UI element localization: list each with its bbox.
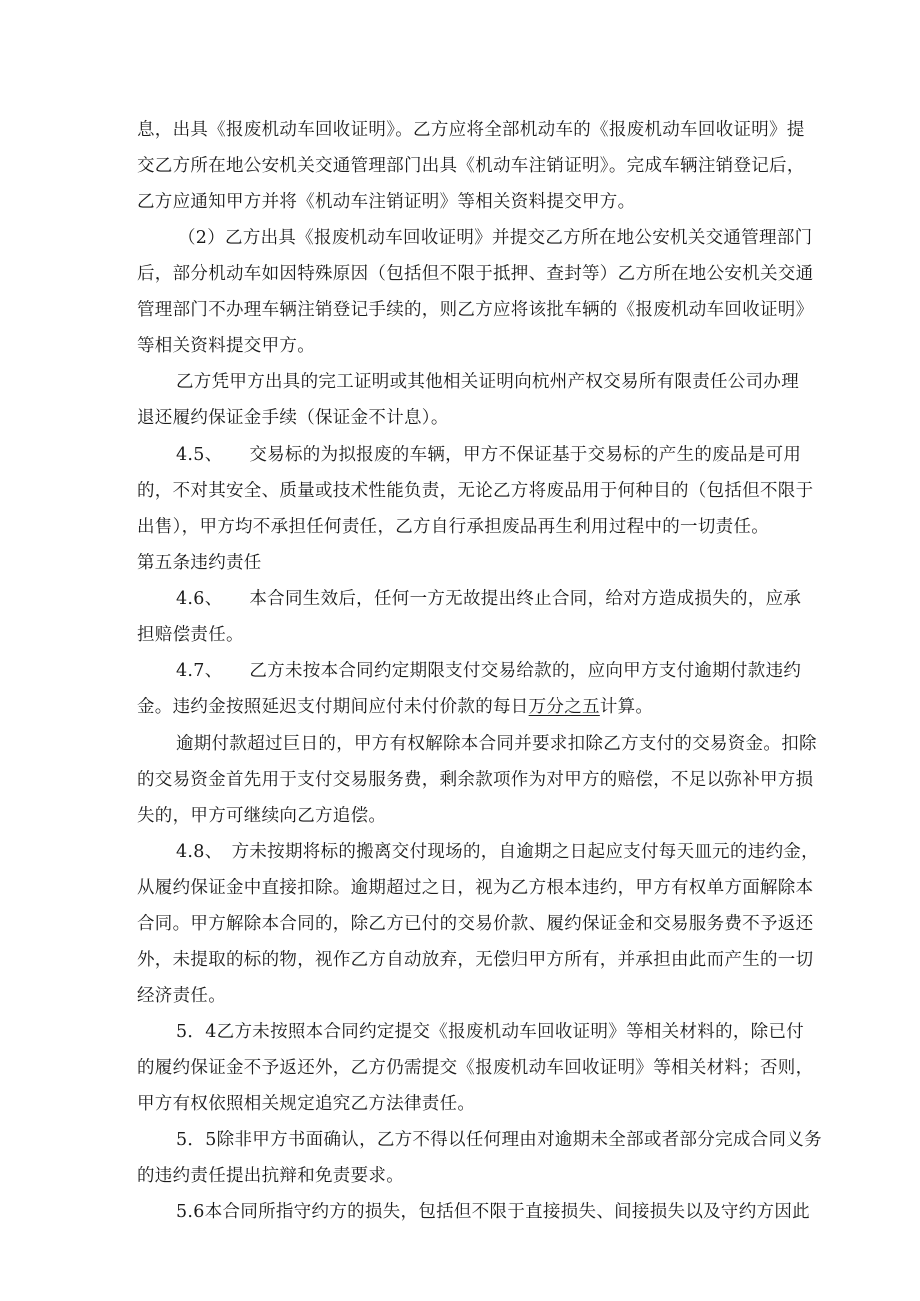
paragraph-line-7: 等相关资料提交甲方。	[137, 336, 315, 356]
paragraph-line-4: （2）乙方出具《报废机动车回收证明》并提交乙方所在地公安机关交通管理部门	[178, 228, 813, 248]
paragraph-line-31: 5.6本合同所指守约方的损失，包括但不限于直接损失、间接损失以及守约方因此	[176, 1202, 810, 1222]
paragraph-line-20: 失的，甲方可继续向乙方追偿。	[137, 806, 387, 826]
paragraph-line-28: 甲方有权依照相关规定追究乙方法律责任。	[137, 1094, 476, 1114]
paragraph-line-21: 4.8、 方未按期将标的搬离交付现场的，自逾期之日起应支付每天皿元的违约金，	[176, 842, 819, 862]
section-heading: 第五条违约责任	[137, 553, 262, 573]
paragraph-line-14: 4.6、 本合同生效后，任何一方无故提出终止合同，给对方造成损失的，应承	[176, 589, 802, 609]
paragraph-line-5: 后，部分机动车如因特殊原因（包括但不限于抵押、查封等）乙方所在地公安机关交通	[137, 264, 814, 284]
paragraph-line-16: 4.7、 乙方未按本合同约定期限支付交易给款的，应向甲方支付逾期付款违约	[176, 661, 802, 681]
paragraph-line-1: 息，出具《报废机动车回收证明》。乙方应将全部机动车的《报废机动车回收证明》提	[137, 120, 805, 140]
paragraph-line-12: 出售），甲方均不承担任何责任，乙方自行承担废品再生利用过程中的一切责任。	[137, 517, 770, 537]
paragraph-line-6: 管理部门不办理车辆注销登记手续的，则乙方应将该批车辆的《报废机动车回收证明》	[137, 300, 814, 320]
paragraph-line-9: 退还履约保证金手续（保证金不计息）。	[137, 408, 449, 428]
paragraph-line-19: 的交易资金首先用于支付交易服务费，剩余款项作为对甲方的赔偿，不足以弥补甲方损	[137, 770, 814, 790]
paragraph-line-17	[137, 696, 653, 718]
paragraph-line-27: 的履约保证金不予返还外，乙方仍需提交《报废机动车回收证明》等相关材料；否则，	[137, 1058, 814, 1078]
paragraph-line-29: 5．5除非甲方书面确认，乙方不得以任何理由对逾期未全部或者部分完成合同义务	[176, 1130, 822, 1150]
paragraph-line-23: 合同。甲方解除本合同的，除乙方已付的交易价款、履约保证金和交易服务费不予返还	[137, 914, 814, 934]
paragraph-line-2: 交乙方所在地公安机关交通管理部门出具《机动车注销证明》。完成车辆注销登记后，	[137, 156, 805, 176]
paragraph-line-18: 逾期付款超过巨日的，甲方有权解除本合同并要求扣除乙方支付的交易资金。扣除	[176, 734, 817, 754]
penalty-text-end: 计算。	[599, 697, 654, 717]
paragraph-line-15: 担赔偿责任。	[137, 625, 244, 645]
penalty-rate: 万分之五	[528, 697, 600, 717]
paragraph-line-22: 从履约保证金中直接扣除。逾期超过之日，视为乙方根本违约，甲方有权单方面解除本	[137, 878, 814, 898]
paragraph-line-11: 的，不对其安全、质量或技术性能负责，无论乙方将废品用于何种目的（包括但不限于	[137, 481, 814, 501]
paragraph-line-10: 4.5、 交易标的为拟报废的车辆，甲方不保证基于交易标的产生的废品是可用	[176, 445, 802, 465]
paragraph-line-25: 经济责任。	[137, 986, 226, 1006]
paragraph-line-26: 5．4乙方未按照本合同约定提交《报废机动车回收证明》等相关材料的，除已付	[176, 1022, 805, 1042]
paragraph-line-30: 的违约责任提出抗辩和免责要求。	[137, 1166, 404, 1186]
penalty-text: 金。违约金按照延迟支付期间应付未付价款的每日	[137, 697, 529, 717]
paragraph-line-24: 外，未提取的标的物，视作乙方自动放弃，无偿归甲方所有，并承担由此而产生的一切	[137, 950, 814, 970]
paragraph-line-8: 乙方凭甲方出具的完工证明或其他相关证明向杭州产权交易所有限责任公司办理	[176, 372, 799, 392]
paragraph-line-3: 乙方应通知甲方并将《机动车注销证明》等相关资料提交甲方。	[137, 192, 636, 212]
